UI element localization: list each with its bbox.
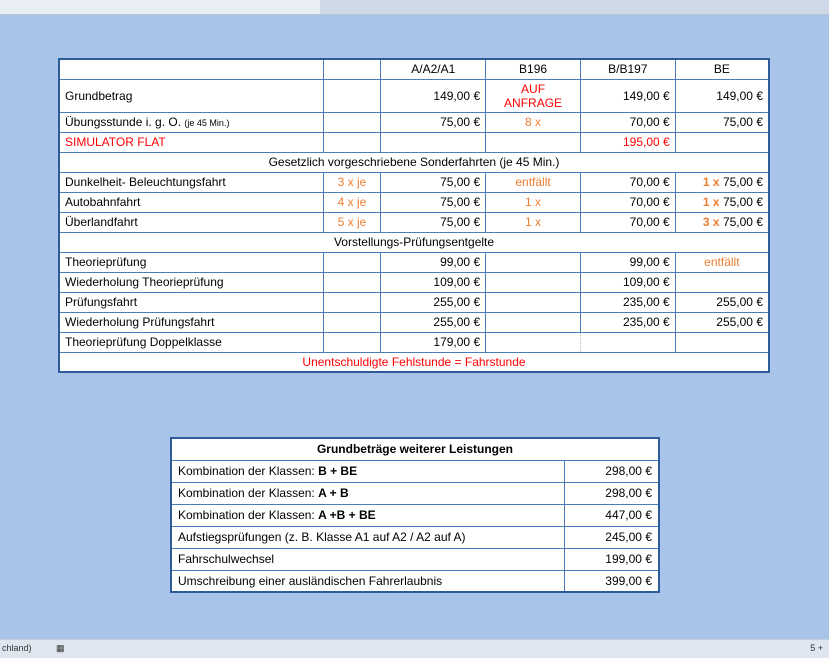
cell-ueberland-be-count: 3 x <box>702 215 720 229</box>
cell-empty <box>323 132 381 152</box>
row-label-kombination-a-b-be-classes: A +B + BE <box>318 508 376 522</box>
row-label-uebungsstunde-text: Übungsstunde i. g. O. <box>65 115 182 129</box>
status-bar-language: chland) <box>2 643 32 653</box>
cell-pruefungsfahrt-a: 255,00 € <box>381 292 486 312</box>
cell-dunkelheit-be-count: 1 x <box>702 175 720 189</box>
cell-empty <box>323 292 381 312</box>
table-row <box>171 570 659 592</box>
table-row <box>171 460 659 482</box>
cell-dunkelheit-a: 75,00 € <box>381 172 486 192</box>
table-row <box>59 312 769 332</box>
table-row <box>59 172 769 192</box>
table-row <box>59 212 769 232</box>
table-header-row <box>171 438 659 460</box>
row-label-kombination-b-be <box>171 460 564 482</box>
grid-icon[interactable]: ▦ <box>56 643 65 653</box>
cell-doppelklasse-b <box>580 332 675 352</box>
cell-value-fahrschulwechsel: 199,00 € <box>564 548 659 570</box>
cell-grundbetrag-b: 149,00 € <box>580 79 675 112</box>
cell-pruefungsfahrt-b196 <box>486 292 581 312</box>
table-row <box>59 252 769 272</box>
cell-uebungsstunde-b: 70,00 € <box>580 112 675 132</box>
cell-empty <box>323 112 381 132</box>
cell-wdh-pruefungsfahrt-b196 <box>486 312 581 332</box>
cell-wdh-theorie-a: 109,00 € <box>381 272 486 292</box>
cell-ueberland-b: 70,00 € <box>580 212 675 232</box>
table-row <box>171 548 659 570</box>
status-bar-zoom[interactable]: 5 + <box>810 643 823 653</box>
cell-empty <box>323 79 381 112</box>
row-label-uebungsstunde-note: (je 45 Min.) <box>184 118 230 128</box>
cell-theoriepruefung-b196 <box>486 252 581 272</box>
cell-simulator-b: 195,00 € <box>580 132 675 152</box>
cell-autobahn-count-a: 4 x je <box>323 192 381 212</box>
row-label-dunkelheit: Dunkelheit- Beleuchtungsfahrt <box>59 172 323 192</box>
cell-autobahn-a: 75,00 € <box>381 192 486 212</box>
cell-doppelklasse-a: 179,00 € <box>381 332 486 352</box>
row-label-kombination-a-b <box>171 482 564 504</box>
cell-autobahn-be-count: 1 x <box>702 195 720 209</box>
cell-value-umschreibung: 399,00 € <box>564 570 659 592</box>
cell-theoriepruefung-b: 99,00 € <box>580 252 675 272</box>
table-row <box>59 272 769 292</box>
cell-uebungsstunde-a: 75,00 € <box>381 112 486 132</box>
row-label-kombination-a-b-classes: A + B <box>318 486 349 500</box>
cell-grundbetrag-a: 149,00 € <box>381 79 486 112</box>
cell-ueberland-be-price: 75,00 € <box>722 215 763 229</box>
row-label-autobahnfahrt: Autobahnfahrt <box>59 192 323 212</box>
row-label-kombination-b-be-text: Kombination der Klassen: <box>178 464 315 478</box>
header-class-be: BE <box>675 59 769 79</box>
cell-wdh-pruefungsfahrt-b: 235,00 € <box>580 312 675 332</box>
table-row <box>171 526 659 548</box>
table-row <box>59 332 769 352</box>
section-row-pruefungsentgelte <box>59 232 769 252</box>
cell-pruefungsfahrt-be: 255,00 € <box>675 292 769 312</box>
cell-value-kombination-a-b-be: 447,00 € <box>564 504 659 526</box>
table-row <box>59 112 769 132</box>
status-bar <box>0 639 829 658</box>
cell-dunkelheit-b196: entfällt <box>486 172 581 192</box>
cell-simulator-be <box>675 132 769 152</box>
table-footer-row <box>59 352 769 372</box>
header-class-a: A/A2/A1 <box>381 59 486 79</box>
cell-autobahn-be <box>675 192 769 212</box>
table-row <box>59 192 769 212</box>
cell-simulator-b196 <box>486 132 581 152</box>
row-label-aufstiegspruefungen: Aufstiegsprüfungen (z. B. Klasse A1 auf A2 / A2 auf A) <box>171 526 564 548</box>
table-row <box>171 482 659 504</box>
row-label-ueberlandfahrt: Überlandfahrt <box>59 212 323 232</box>
footer-note-fehlstunde: Unentschuldigte Fehlstunde = Fahrstunde <box>59 352 769 372</box>
cell-ueberland-be <box>675 212 769 232</box>
cell-value-kombination-a-b: 298,00 € <box>564 482 659 504</box>
section-title-pruefungsentgelte: Vorstellungs-Prüfungsentgelte <box>59 232 769 252</box>
price-table-main <box>58 58 770 373</box>
cell-pruefungsfahrt-b: 235,00 € <box>580 292 675 312</box>
row-label-uebungsstunde <box>59 112 323 132</box>
header-class-b-b197: B/B197 <box>580 59 675 79</box>
cell-grundbetrag-b196: AUF ANFRAGE <box>486 79 581 112</box>
cell-doppelklasse-b196 <box>486 332 581 352</box>
cell-wdh-theorie-b: 109,00 € <box>580 272 675 292</box>
cell-ueberland-b196: 1 x <box>486 212 581 232</box>
row-label-kombination-b-be-classes: B + BE <box>318 464 358 478</box>
row-label-kombination-a-b-text: Kombination der Klassen: <box>178 486 315 500</box>
row-label-grundbetrag: Grundbetrag <box>59 79 323 112</box>
price-table-additional-services <box>170 437 660 593</box>
table-header-row <box>59 59 769 79</box>
cell-doppelklasse-be <box>675 332 769 352</box>
header-empty-label <box>59 59 323 79</box>
cell-wdh-theorie-be <box>675 272 769 292</box>
row-label-simulator-flat: SIMULATOR FLAT <box>59 132 323 152</box>
table-row <box>59 132 769 152</box>
section-title-sonderfahrten: Gesetzlich vorgeschriebene Sonderfahrten (je 45 Min.) <box>59 152 769 172</box>
cell-ueberland-count-a: 5 x je <box>323 212 381 232</box>
row-label-theoriepruefung-doppelklasse: Theorieprüfung Doppelklasse <box>59 332 323 352</box>
additional-services-title: Grundbeträge weiterer Leistungen <box>171 438 659 460</box>
cell-wdh-theorie-b196 <box>486 272 581 292</box>
cell-uebungsstunde-be: 75,00 € <box>675 112 769 132</box>
row-label-fahrschulwechsel: Fahrschulwechsel <box>171 548 564 570</box>
section-row-sonderfahrten <box>59 152 769 172</box>
cell-dunkelheit-be <box>675 172 769 192</box>
cell-uebungsstunde-b196: 8 x <box>486 112 581 132</box>
cell-ueberland-a: 75,00 € <box>381 212 486 232</box>
row-label-pruefungsfahrt: Prüfungsfahrt <box>59 292 323 312</box>
cell-theoriepruefung-be: entfällt <box>675 252 769 272</box>
cell-autobahn-b: 70,00 € <box>580 192 675 212</box>
window-top-bar <box>0 0 829 15</box>
row-label-wdh-pruefungsfahrt: Wiederholung Prüfungsfahrt <box>59 312 323 332</box>
cell-value-kombination-b-be: 298,00 € <box>564 460 659 482</box>
cell-empty <box>323 252 381 272</box>
table-row <box>171 504 659 526</box>
row-label-kombination-a-b-be-text: Kombination der Klassen: <box>178 508 315 522</box>
cell-simulator-a <box>381 132 486 152</box>
cell-empty <box>323 332 381 352</box>
cell-dunkelheit-be-price: 75,00 € <box>722 175 763 189</box>
cell-empty <box>323 312 381 332</box>
row-label-theoriepruefung: Theorieprüfung <box>59 252 323 272</box>
header-empty-count <box>323 59 381 79</box>
cell-wdh-pruefungsfahrt-be: 255,00 € <box>675 312 769 332</box>
cell-dunkelheit-count-a: 3 x je <box>323 172 381 192</box>
header-class-b196: B196 <box>486 59 581 79</box>
row-label-kombination-a-b-be <box>171 504 564 526</box>
cell-empty <box>323 272 381 292</box>
table-row <box>59 292 769 312</box>
row-label-umschreibung: Umschreibung einer ausländischen Fahrerlaubnis <box>171 570 564 592</box>
table-row <box>59 79 769 112</box>
top-bar-segment <box>0 0 320 14</box>
cell-dunkelheit-b: 70,00 € <box>580 172 675 192</box>
cell-wdh-pruefungsfahrt-a: 255,00 € <box>381 312 486 332</box>
cell-autobahn-be-price: 75,00 € <box>722 195 763 209</box>
row-label-wdh-theoriepruefung: Wiederholung Theorieprüfung <box>59 272 323 292</box>
cell-autobahn-b196: 1 x <box>486 192 581 212</box>
cell-value-aufstiegspruefungen: 245,00 € <box>564 526 659 548</box>
cell-grundbetrag-be: 149,00 € <box>675 79 769 112</box>
cell-theoriepruefung-a: 99,00 € <box>381 252 486 272</box>
